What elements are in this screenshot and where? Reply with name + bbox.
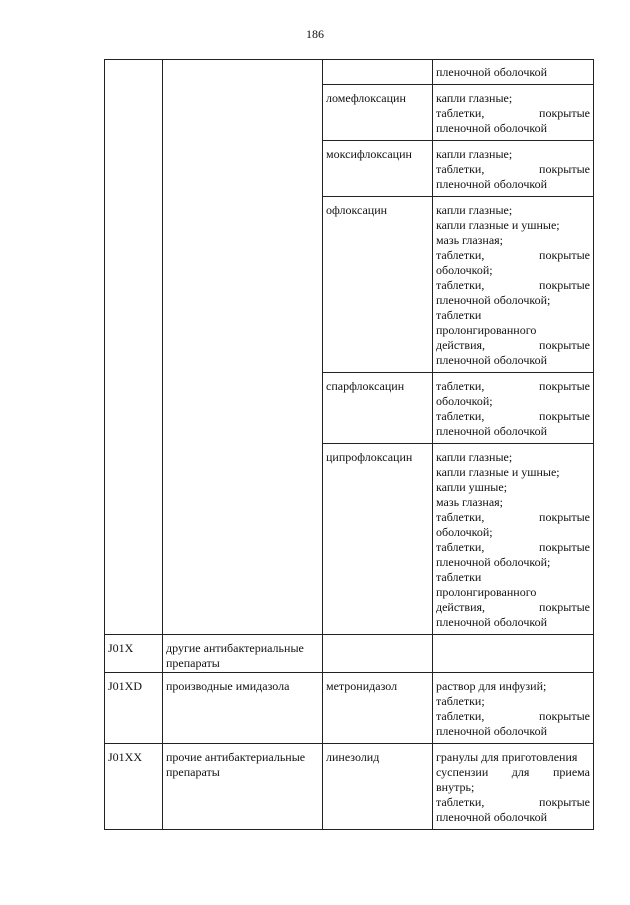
dosage-form-line: капли глазные; xyxy=(436,91,513,105)
drug-name-cell: ломефлоксацин xyxy=(323,85,433,141)
drug-name-cell: метронидазол xyxy=(323,673,433,744)
table-row xyxy=(105,635,594,673)
dosage-forms-cell xyxy=(433,373,594,444)
dosage-form-line: капли ушные; xyxy=(436,480,508,494)
dosage-form-line: пленочной оболочкой xyxy=(436,724,548,738)
dosage-form-word: покрытые xyxy=(539,248,590,262)
dosage-form-word: таблетки, xyxy=(436,162,485,176)
drug-name-cell xyxy=(323,635,433,673)
atc-code-cell: J01X xyxy=(105,635,163,673)
dosage-form-word: таблетки, xyxy=(436,709,485,723)
table-row xyxy=(105,744,594,830)
dosage-form-line xyxy=(436,510,590,525)
dosage-form-word: покрытые xyxy=(539,409,590,423)
dosage-forms-cell xyxy=(433,85,594,141)
dosage-form-word: действия, xyxy=(436,338,486,352)
table-row xyxy=(105,60,594,85)
dosage-form-line: пленочной оболочкой; xyxy=(436,555,551,569)
dosage-form-line: пленочной оболочкой xyxy=(436,65,548,79)
drug-table xyxy=(104,59,594,830)
drug-name-cell: ципрофлоксацин xyxy=(323,444,433,635)
dosage-form-word: действия, xyxy=(436,600,486,614)
atc-code-cell: J01XD xyxy=(105,673,163,744)
table-row xyxy=(105,673,594,744)
dosage-form-line: пленочной оболочкой; xyxy=(436,293,551,307)
dosage-form-line: капли глазные и ушные; xyxy=(436,218,560,232)
group-name-cell: прочие антибактериальные препараты xyxy=(163,744,323,830)
dosage-form-line: гранулы для приготовления xyxy=(436,750,578,764)
dosage-form-line: пленочной оболочкой xyxy=(436,177,548,191)
dosage-form-line xyxy=(436,106,590,121)
dosage-form-line xyxy=(436,278,590,293)
dosage-form-line: таблетки xyxy=(436,308,482,322)
dosage-form-line xyxy=(436,379,590,394)
dosage-form-line xyxy=(436,765,590,780)
dosage-form-word: покрытые xyxy=(539,162,590,176)
drug-name-cell xyxy=(323,60,433,85)
dosage-form-line: оболочкой; xyxy=(436,394,493,408)
dosage-form-line: капли глазные; xyxy=(436,203,513,217)
dosage-form-line xyxy=(436,162,590,177)
drug-name-cell: спарфлоксацин xyxy=(323,373,433,444)
dosage-form-word: таблетки, xyxy=(436,278,485,292)
dosage-form-word: таблетки, xyxy=(436,409,485,423)
drug-name-cell: моксифлоксацин xyxy=(323,141,433,197)
dosage-form-word: таблетки, xyxy=(436,248,485,262)
dosage-form-line: таблетки xyxy=(436,570,482,584)
dosage-form-word: для xyxy=(511,765,530,779)
dosage-form-line: пленочной оболочкой xyxy=(436,615,548,629)
dosage-form-line: пленочной оболочкой xyxy=(436,353,548,367)
dosage-forms-cell xyxy=(433,444,594,635)
dosage-form-line: капли глазные; xyxy=(436,147,513,161)
dosage-form-word: покрытые xyxy=(539,278,590,292)
dosage-form-word: покрытые xyxy=(539,510,590,524)
dosage-form-line xyxy=(436,600,590,615)
dosage-form-line: пролонгированного xyxy=(436,323,537,337)
dosage-form-line xyxy=(436,338,590,353)
dosage-form-line: пролонгированного xyxy=(436,585,537,599)
drug-name-cell: офлоксацин xyxy=(323,197,433,373)
dosage-forms-cell xyxy=(433,635,594,673)
dosage-form-word: таблетки, xyxy=(436,106,485,120)
dosage-form-line: пленочной оболочкой xyxy=(436,121,548,135)
dosage-form-line: мазь глазная; xyxy=(436,233,504,247)
drug-name-cell: линезолид xyxy=(323,744,433,830)
dosage-form-line xyxy=(436,795,590,810)
atc-code-cell: J01XX xyxy=(105,744,163,830)
dosage-form-word: приема xyxy=(552,765,590,779)
dosage-form-word: покрытые xyxy=(539,795,590,809)
dosage-form-line: пленочной оболочкой xyxy=(436,810,548,824)
dosage-form-line: пленочной оболочкой xyxy=(436,424,548,438)
dosage-form-line: таблетки; xyxy=(436,694,485,708)
dosage-form-line xyxy=(436,709,590,724)
dosage-form-word: покрытые xyxy=(539,106,590,120)
dosage-form-line: оболочкой; xyxy=(436,263,493,277)
dosage-form-word: таблетки, xyxy=(436,795,485,809)
dosage-form-word: таблетки, xyxy=(436,540,485,554)
atc-code-cell xyxy=(105,60,163,635)
dosage-form-word: покрытые xyxy=(539,338,590,352)
dosage-form-word: таблетки, xyxy=(436,379,485,393)
dosage-form-word: покрытые xyxy=(539,540,590,554)
group-name-cell xyxy=(163,60,323,635)
group-name-cell: другие антибактериальные препараты xyxy=(163,635,323,673)
dosage-form-line: раствор для инфузий; xyxy=(436,679,547,693)
dosage-forms-cell xyxy=(433,744,594,830)
dosage-form-line xyxy=(436,540,590,555)
group-name-cell: производные имидазола xyxy=(163,673,323,744)
dosage-form-line: внутрь; xyxy=(436,780,475,794)
dosage-forms-cell xyxy=(433,197,594,373)
page-number: 186 xyxy=(306,27,324,41)
dosage-form-line xyxy=(436,409,590,424)
dosage-forms-cell xyxy=(433,673,594,744)
dosage-forms-cell xyxy=(433,141,594,197)
dosage-form-word: покрытые xyxy=(539,379,590,393)
dosage-form-line xyxy=(436,248,590,263)
dosage-form-word: суспензии xyxy=(436,765,489,779)
dosage-form-line: мазь глазная; xyxy=(436,495,504,509)
dosage-form-line: капли глазные и ушные; xyxy=(436,465,560,479)
dosage-form-word: таблетки, xyxy=(436,510,485,524)
dosage-form-word: покрытые xyxy=(539,600,590,614)
dosage-forms-cell xyxy=(433,60,594,85)
dosage-form-line: оболочкой; xyxy=(436,525,493,539)
dosage-form-line: капли глазные; xyxy=(436,450,513,464)
dosage-form-word: покрытые xyxy=(539,709,590,723)
